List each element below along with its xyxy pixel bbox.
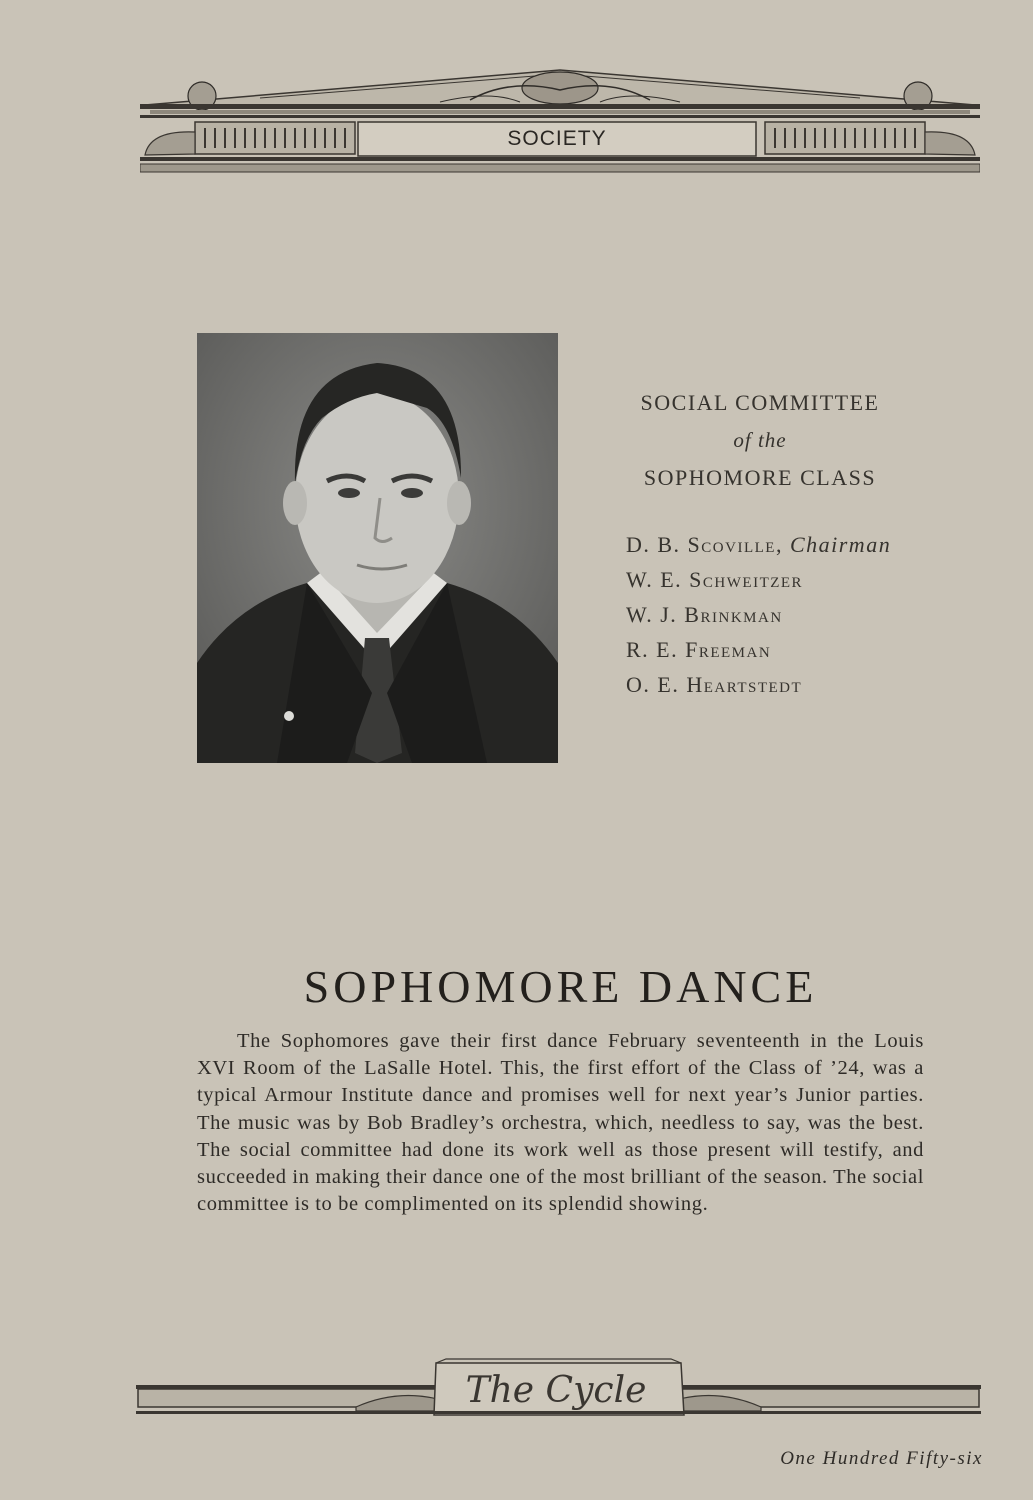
committee-of-the: of the [733, 428, 787, 452]
member-name: R. E. Freeman [626, 637, 772, 662]
member-name: D. B. Scoville, [626, 532, 783, 557]
committee-member-list [626, 527, 920, 702]
article-paragraph: The Sophomores gave their first dance February seventeenth in the Louis XVI Room of the LaSalle Hotel. This, the first effort of the Class of ’24, was a typical Armour Institute dance and promises well for next year’s Junior parties. The music was by Bob Bradley’s orchestra, which, needless to say, was the best. The social committee had done its work well as those present will testify, and succeeded in making their dance one of the most brilliant of the season. The social committee is to be complimented on its splendid showing. [197, 1030, 924, 1216]
committee-member [626, 632, 920, 667]
member-name: O. E. Heartstedt [626, 672, 803, 697]
committee-member [626, 562, 920, 597]
committee-member [626, 597, 920, 632]
portrait-photo [197, 333, 558, 763]
social-committee [600, 390, 920, 702]
article-heading: SOPHOMORE DANCE [303, 961, 818, 1012]
committee-member [626, 527, 920, 562]
member-role: Chairman [789, 532, 892, 557]
section-title: SOCIETY [507, 127, 607, 150]
page-number: One Hundred Fifty-six [780, 1448, 983, 1469]
member-name: W. J. Brinkman [626, 602, 783, 627]
committee-title: SOCIAL COMMITTEE [640, 390, 880, 415]
section-header-banner [140, 60, 980, 175]
portrait-illustration-icon [197, 333, 558, 763]
footer-banner [136, 1355, 981, 1425]
ornamental-pediment-icon [140, 60, 980, 175]
committee-class-name: SOPHOMORE CLASS [643, 465, 877, 490]
committee-member [626, 667, 920, 702]
member-name: W. E. Schweitzer [626, 567, 804, 592]
yearbook-logo: The Cycle [465, 1370, 647, 1411]
